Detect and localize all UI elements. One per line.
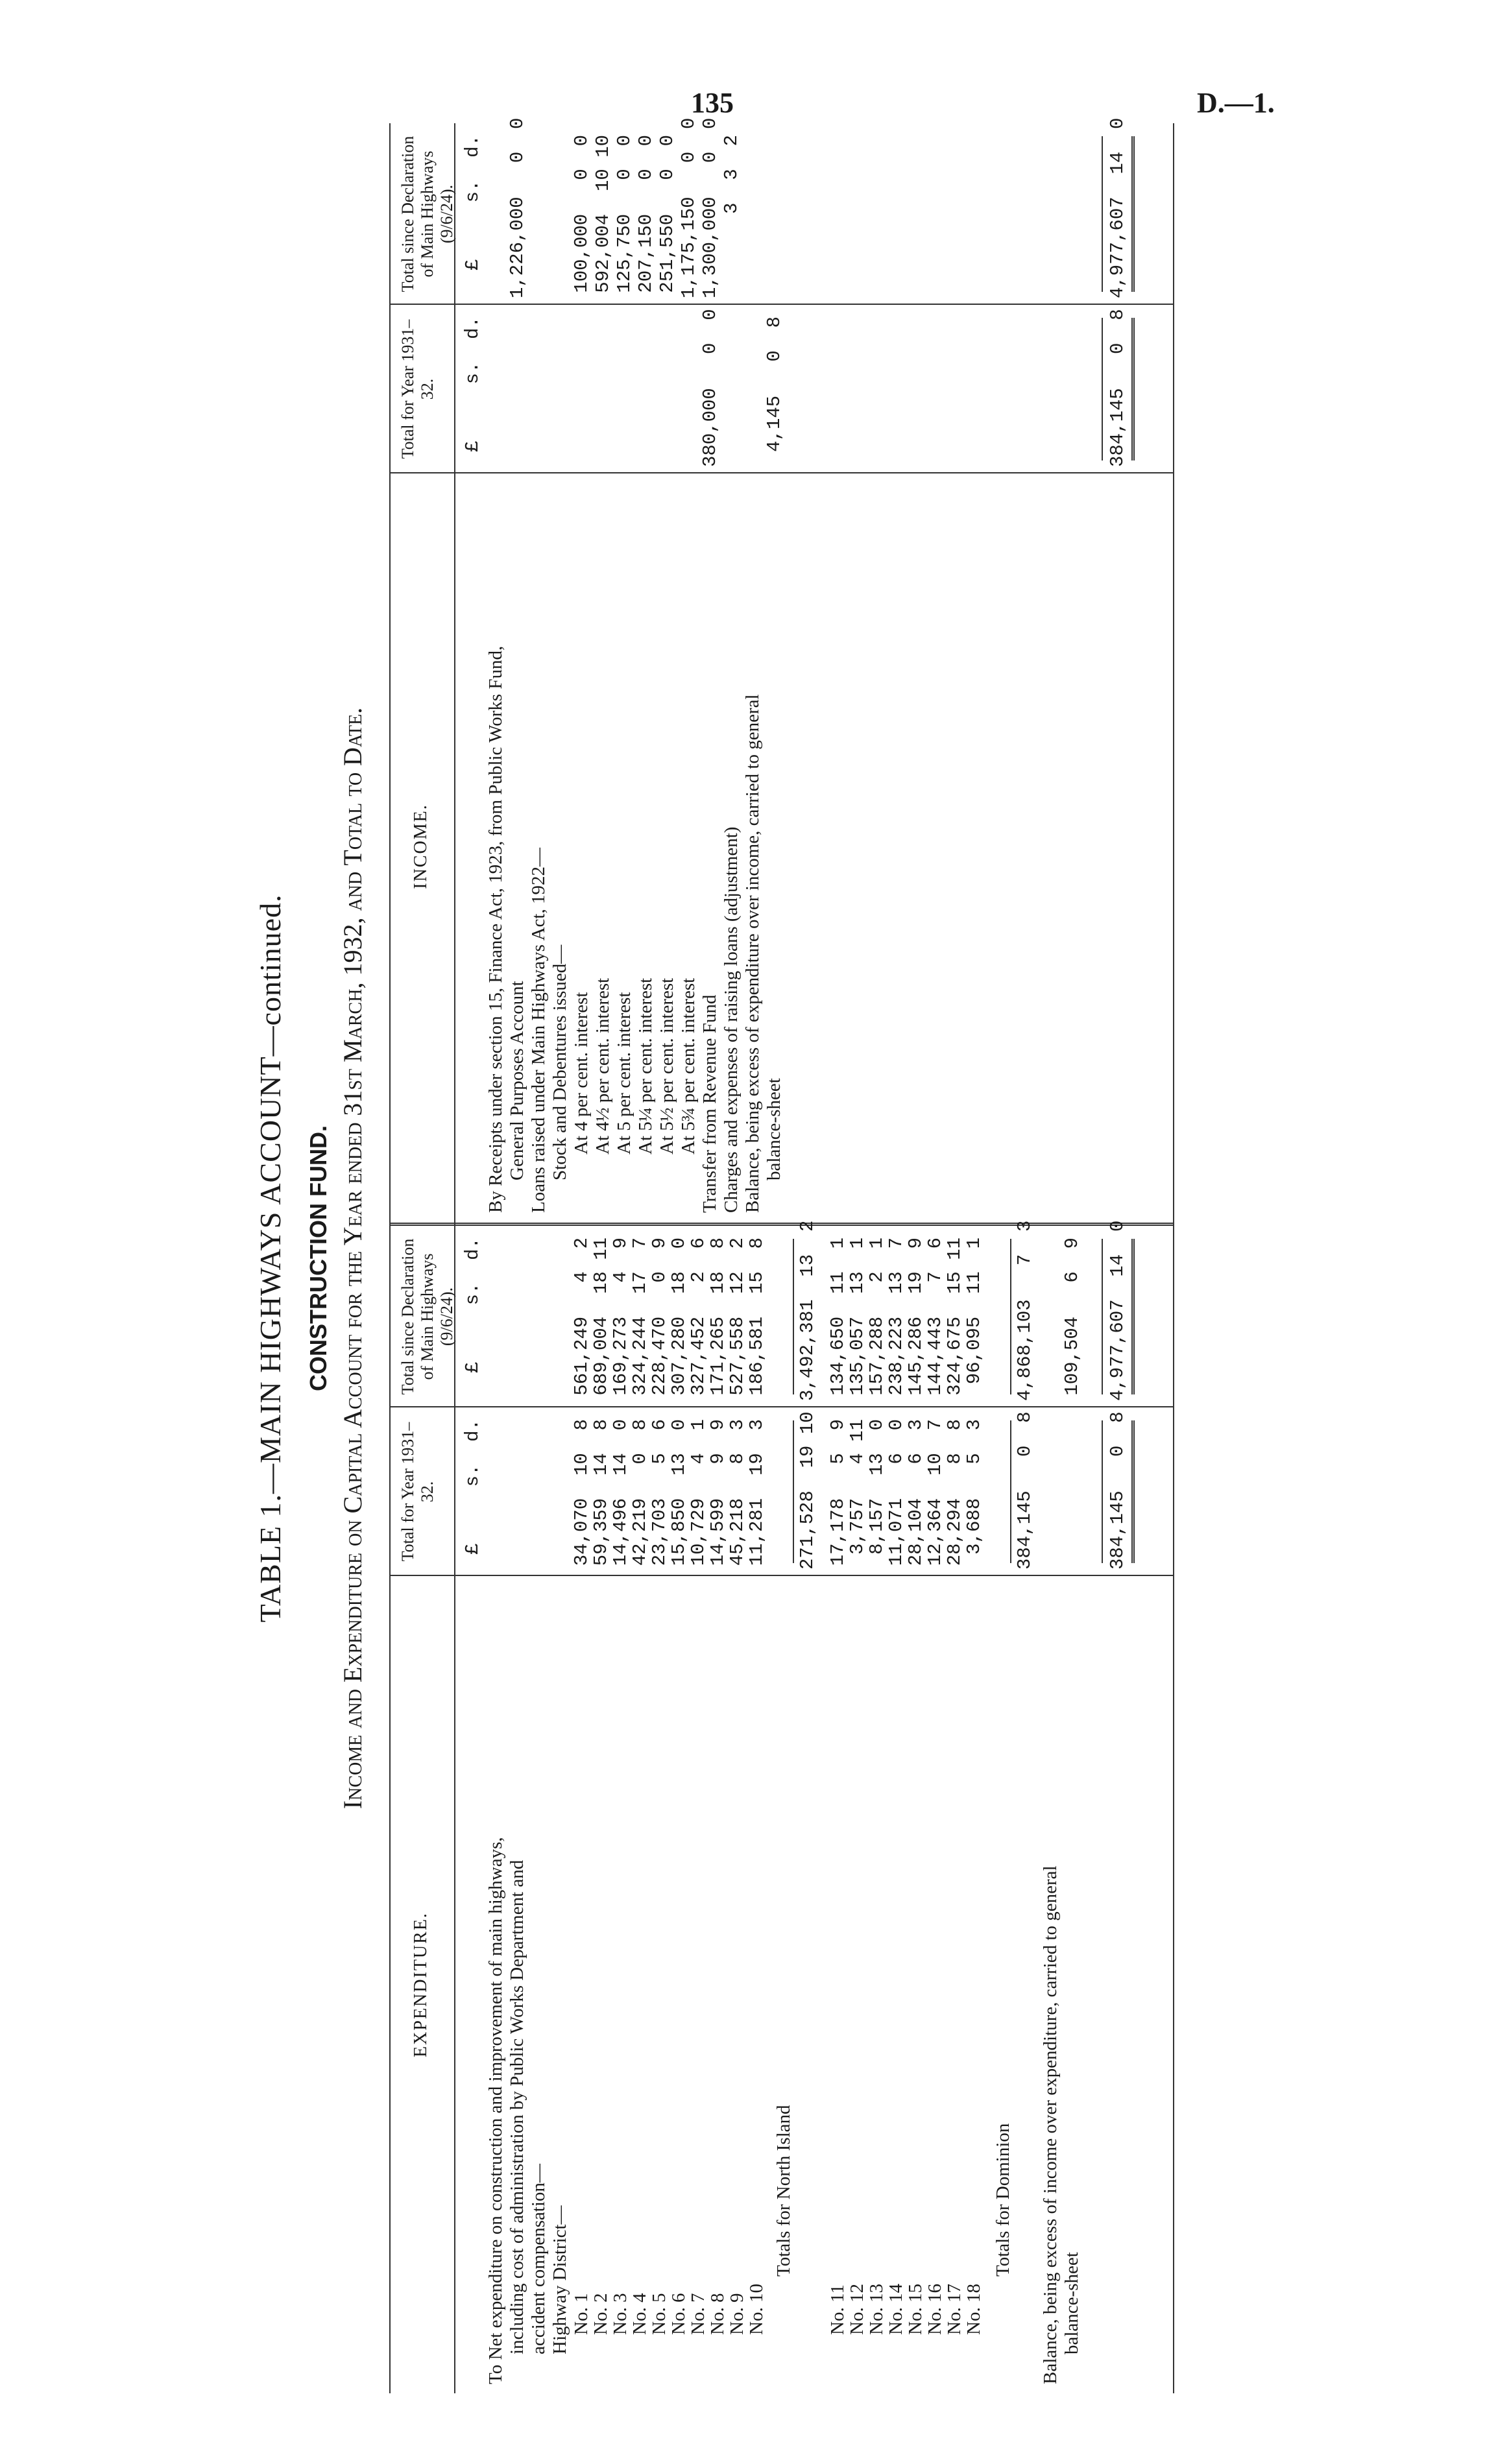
row-year-value: 42,219 0 8 xyxy=(629,1419,651,1566)
income-charges-since: 3 3 2 xyxy=(721,135,742,214)
document-reference: D.—1. xyxy=(1197,87,1275,119)
dominion-total-year: 384,145 0 8 xyxy=(1014,1411,1035,1570)
row-label: No. 3 xyxy=(610,2293,631,2335)
row-year-value: 14,496 14 0 xyxy=(610,1419,631,1566)
row-year-value: 17,178 5 9 xyxy=(827,1419,849,1566)
income-transfer-label: Transfer from Revenue Fund xyxy=(699,994,720,1213)
sum-rule xyxy=(1102,1420,1103,1563)
row-label: No. 17 xyxy=(944,2284,965,2335)
row-label: No. 6 xyxy=(668,2293,689,2335)
row-label: No. 4 xyxy=(629,2293,650,2335)
dominion-total-label: Totals for Dominion xyxy=(993,2123,1013,2277)
row-since-value: 307,280 18 0 xyxy=(668,1238,690,1396)
row-label: No. 13 xyxy=(866,2284,887,2335)
income-transfer-since: 1,300,000 0 0 xyxy=(699,117,721,298)
units-label: £ s. d. xyxy=(462,1238,483,1373)
fund-title: CONSTRUCTION FUND. xyxy=(305,1125,332,1391)
year-header: Total for Year 1931–32. xyxy=(398,1422,437,1562)
income-balance-label: balance-sheet xyxy=(764,1078,784,1180)
row-since-value: 527,558 12 2 xyxy=(727,1238,748,1396)
row-label: At 5¾ per cent. interest xyxy=(678,977,699,1154)
row-label: No. 18 xyxy=(963,2284,984,2335)
row-label: No. 2 xyxy=(590,2293,611,2335)
grand-total-rule xyxy=(1131,1239,1135,1394)
row-year-value: 10,729 4 1 xyxy=(688,1419,709,1566)
row-since-value: 327,452 2 6 xyxy=(688,1238,709,1396)
row-since-value: 157,288 2 1 xyxy=(866,1238,887,1396)
income-balance-label: Balance, being excess of expenditure over income, carried to general xyxy=(742,694,763,1213)
expenditure-balance-since: 109,504 6 9 xyxy=(1061,1238,1083,1396)
sum-rule xyxy=(1102,136,1103,292)
income-header: INCOME. xyxy=(411,804,431,889)
row-year-value: 11,281 19 3 xyxy=(746,1419,767,1566)
row-since-value: 186,581 15 8 xyxy=(746,1238,767,1396)
north-island-total-year: 271,528 19 10 xyxy=(797,1411,818,1570)
income-row-since-value: 592,004 10 10 xyxy=(592,135,614,293)
row-since-value: 324,244 17 7 xyxy=(629,1238,651,1396)
row-since-value: 169,273 4 9 xyxy=(610,1238,631,1396)
row-since-value: 228,470 0 9 xyxy=(649,1238,670,1396)
income-loans-label: Loans raised under Main Highways Act, 1922— xyxy=(528,848,549,1213)
dominion-total-since: 4,868,103 7 3 xyxy=(1014,1220,1035,1401)
grand-total-rule xyxy=(1131,318,1135,461)
expenditure-header: EXPENDITURE. xyxy=(411,1912,431,2057)
income-row-since-value: 251,550 0 0 xyxy=(657,135,678,293)
row-since-value: 689,004 18 11 xyxy=(590,1238,612,1396)
row-label: At 5¼ per cent. interest xyxy=(635,977,656,1154)
income-receipts-since: 1,226,000 0 0 xyxy=(507,117,528,298)
expenditure-intro: including cost of administration by Public Works Department and xyxy=(507,1860,527,2354)
row-label: No. 15 xyxy=(905,2284,926,2335)
units-label: £ s. d. xyxy=(462,1419,483,1555)
row-label: No. 7 xyxy=(688,2293,708,2335)
row-label: No. 9 xyxy=(727,2293,747,2335)
col-divider xyxy=(389,1406,1174,1407)
income-year-header: Total for Year 1931–32. xyxy=(398,319,437,459)
row-year-value: 45,218 8 3 xyxy=(727,1419,748,1566)
row-label: No. 5 xyxy=(649,2293,670,2335)
page-number: 135 xyxy=(691,87,734,119)
row-year-value: 11,071 6 0 xyxy=(886,1419,907,1566)
income-row-since-value: 207,150 0 0 xyxy=(635,135,657,293)
sum-rule xyxy=(1010,1239,1011,1394)
row-year-value: 8,157 13 0 xyxy=(866,1419,887,1555)
row-label: No. 1 xyxy=(571,2293,592,2335)
table-top-rule xyxy=(389,123,391,2393)
row-label: At 5 per cent. interest xyxy=(614,992,634,1154)
row-label: No. 16 xyxy=(924,2284,945,2335)
north-island-total-label: Totals for North Island xyxy=(773,2105,794,2277)
row-year-value: 23,703 5 6 xyxy=(649,1419,670,1566)
row-label: No. 8 xyxy=(707,2293,728,2335)
row-since-value: 171,265 18 8 xyxy=(707,1238,729,1396)
grand-total-rule xyxy=(1131,1420,1135,1563)
col-divider xyxy=(389,1575,1174,1576)
income-balance-year: 4,145 0 8 xyxy=(764,317,785,452)
row-since-value: 145,286 19 9 xyxy=(905,1238,926,1396)
row-label: No. 11 xyxy=(827,2284,848,2335)
row-year-value: 3,688 5 3 xyxy=(963,1419,985,1555)
income-transfer-year: 380,000 0 0 xyxy=(699,309,721,467)
expenditure-grand-year: 384,145 0 8 xyxy=(1107,1411,1128,1570)
row-label: At 5½ per cent. interest xyxy=(657,977,677,1154)
row-year-value: 12,364 10 7 xyxy=(924,1419,946,1566)
table-title: TABLE 1.—MAIN HIGHWAYS ACCOUNT—continued. xyxy=(254,894,287,1623)
row-label: At 4½ per cent. interest xyxy=(592,977,613,1154)
row-since-value: 144,443 7 6 xyxy=(924,1238,946,1396)
row-since-value: 238,223 13 7 xyxy=(886,1238,907,1396)
sum-rule xyxy=(1010,1420,1011,1563)
row-label: No. 12 xyxy=(847,2284,867,2335)
since-header: Total since Declaration of Main Highways (9/6/24). xyxy=(398,1238,456,1395)
income-grand-year: 384,145 0 8 xyxy=(1107,309,1128,467)
col-divider xyxy=(389,304,1174,305)
row-year-value: 14,599 9 9 xyxy=(707,1419,729,1566)
col-divider xyxy=(389,472,1174,473)
row-since-value: 134,650 11 1 xyxy=(827,1238,849,1396)
row-since-value: 324,675 15 11 xyxy=(944,1238,965,1396)
table-subtitle: Income and Expenditure on Capital Account for the Year ended 31st March, 1932, and Total to Date. xyxy=(338,707,367,1810)
row-year-value: 59,359 14 8 xyxy=(590,1419,612,1566)
sum-rule xyxy=(793,1239,794,1394)
expenditure-balance-label: Balance, being excess of income over expenditure, carried to general xyxy=(1040,1865,1061,2384)
income-receipts-label: General Purposes Account xyxy=(507,981,527,1180)
rotated-table xyxy=(253,117,1174,2393)
table-bottom-rule xyxy=(1173,123,1174,2393)
units-label: £ s. d. xyxy=(462,317,483,452)
account-table xyxy=(389,117,1174,2393)
income-grand-since: 4,977,607 14 0 xyxy=(1107,117,1128,298)
row-since-value: 135,057 13 1 xyxy=(847,1238,868,1396)
expenditure-intro: accident compensation— xyxy=(528,2164,549,2354)
income-receipts-label: By Receipts under section 15, Finance Act, 1923, from Public Works Fund, xyxy=(485,645,506,1213)
income-row-since-value: 1,175,150 0 0 xyxy=(678,117,699,298)
sum-rule xyxy=(1102,318,1103,461)
row-year-value: 28,104 6 3 xyxy=(905,1419,926,1566)
row-label: No. 10 xyxy=(746,2284,767,2335)
north-island-total-since: 3,492,381 13 2 xyxy=(797,1220,818,1401)
row-since-value: 561,249 4 2 xyxy=(571,1238,592,1396)
row-year-value: 34,070 10 8 xyxy=(571,1419,592,1566)
row-label: At 4 per cent. interest xyxy=(571,992,592,1154)
expenditure-intro: To Net expenditure on construction and improvement of main highways, xyxy=(485,1837,506,2384)
expenditure-grand-since: 4,977,607 14 0 xyxy=(1107,1220,1128,1401)
grand-total-rule xyxy=(1131,136,1135,292)
col-divider-double xyxy=(389,1223,1174,1226)
income-row-since-value: 125,750 0 0 xyxy=(614,135,635,293)
expenditure-intro: Highway District— xyxy=(549,2205,570,2354)
expenditure-balance-label: balance-sheet xyxy=(1061,2252,1082,2354)
income-row-since-value: 100,000 0 0 xyxy=(571,135,592,293)
row-since-value: 96,095 11 1 xyxy=(963,1238,985,1385)
row-year-value: 3,757 4 11 xyxy=(847,1419,868,1555)
row-year-value: 15,850 13 0 xyxy=(668,1419,690,1566)
sum-rule xyxy=(793,1420,794,1563)
income-loans-label: Stock and Debentures issued— xyxy=(549,944,570,1180)
row-label: No. 14 xyxy=(886,2284,906,2335)
income-charges-label: Charges and expenses of raising loans (adjustment) xyxy=(721,826,742,1213)
sum-rule xyxy=(1102,1239,1103,1394)
income-since-header: Total since Declaration of Main Highways (9/6/24). xyxy=(398,136,456,293)
units-label: £ s. d. xyxy=(462,135,483,270)
row-year-value: 28,294 8 8 xyxy=(944,1419,965,1566)
